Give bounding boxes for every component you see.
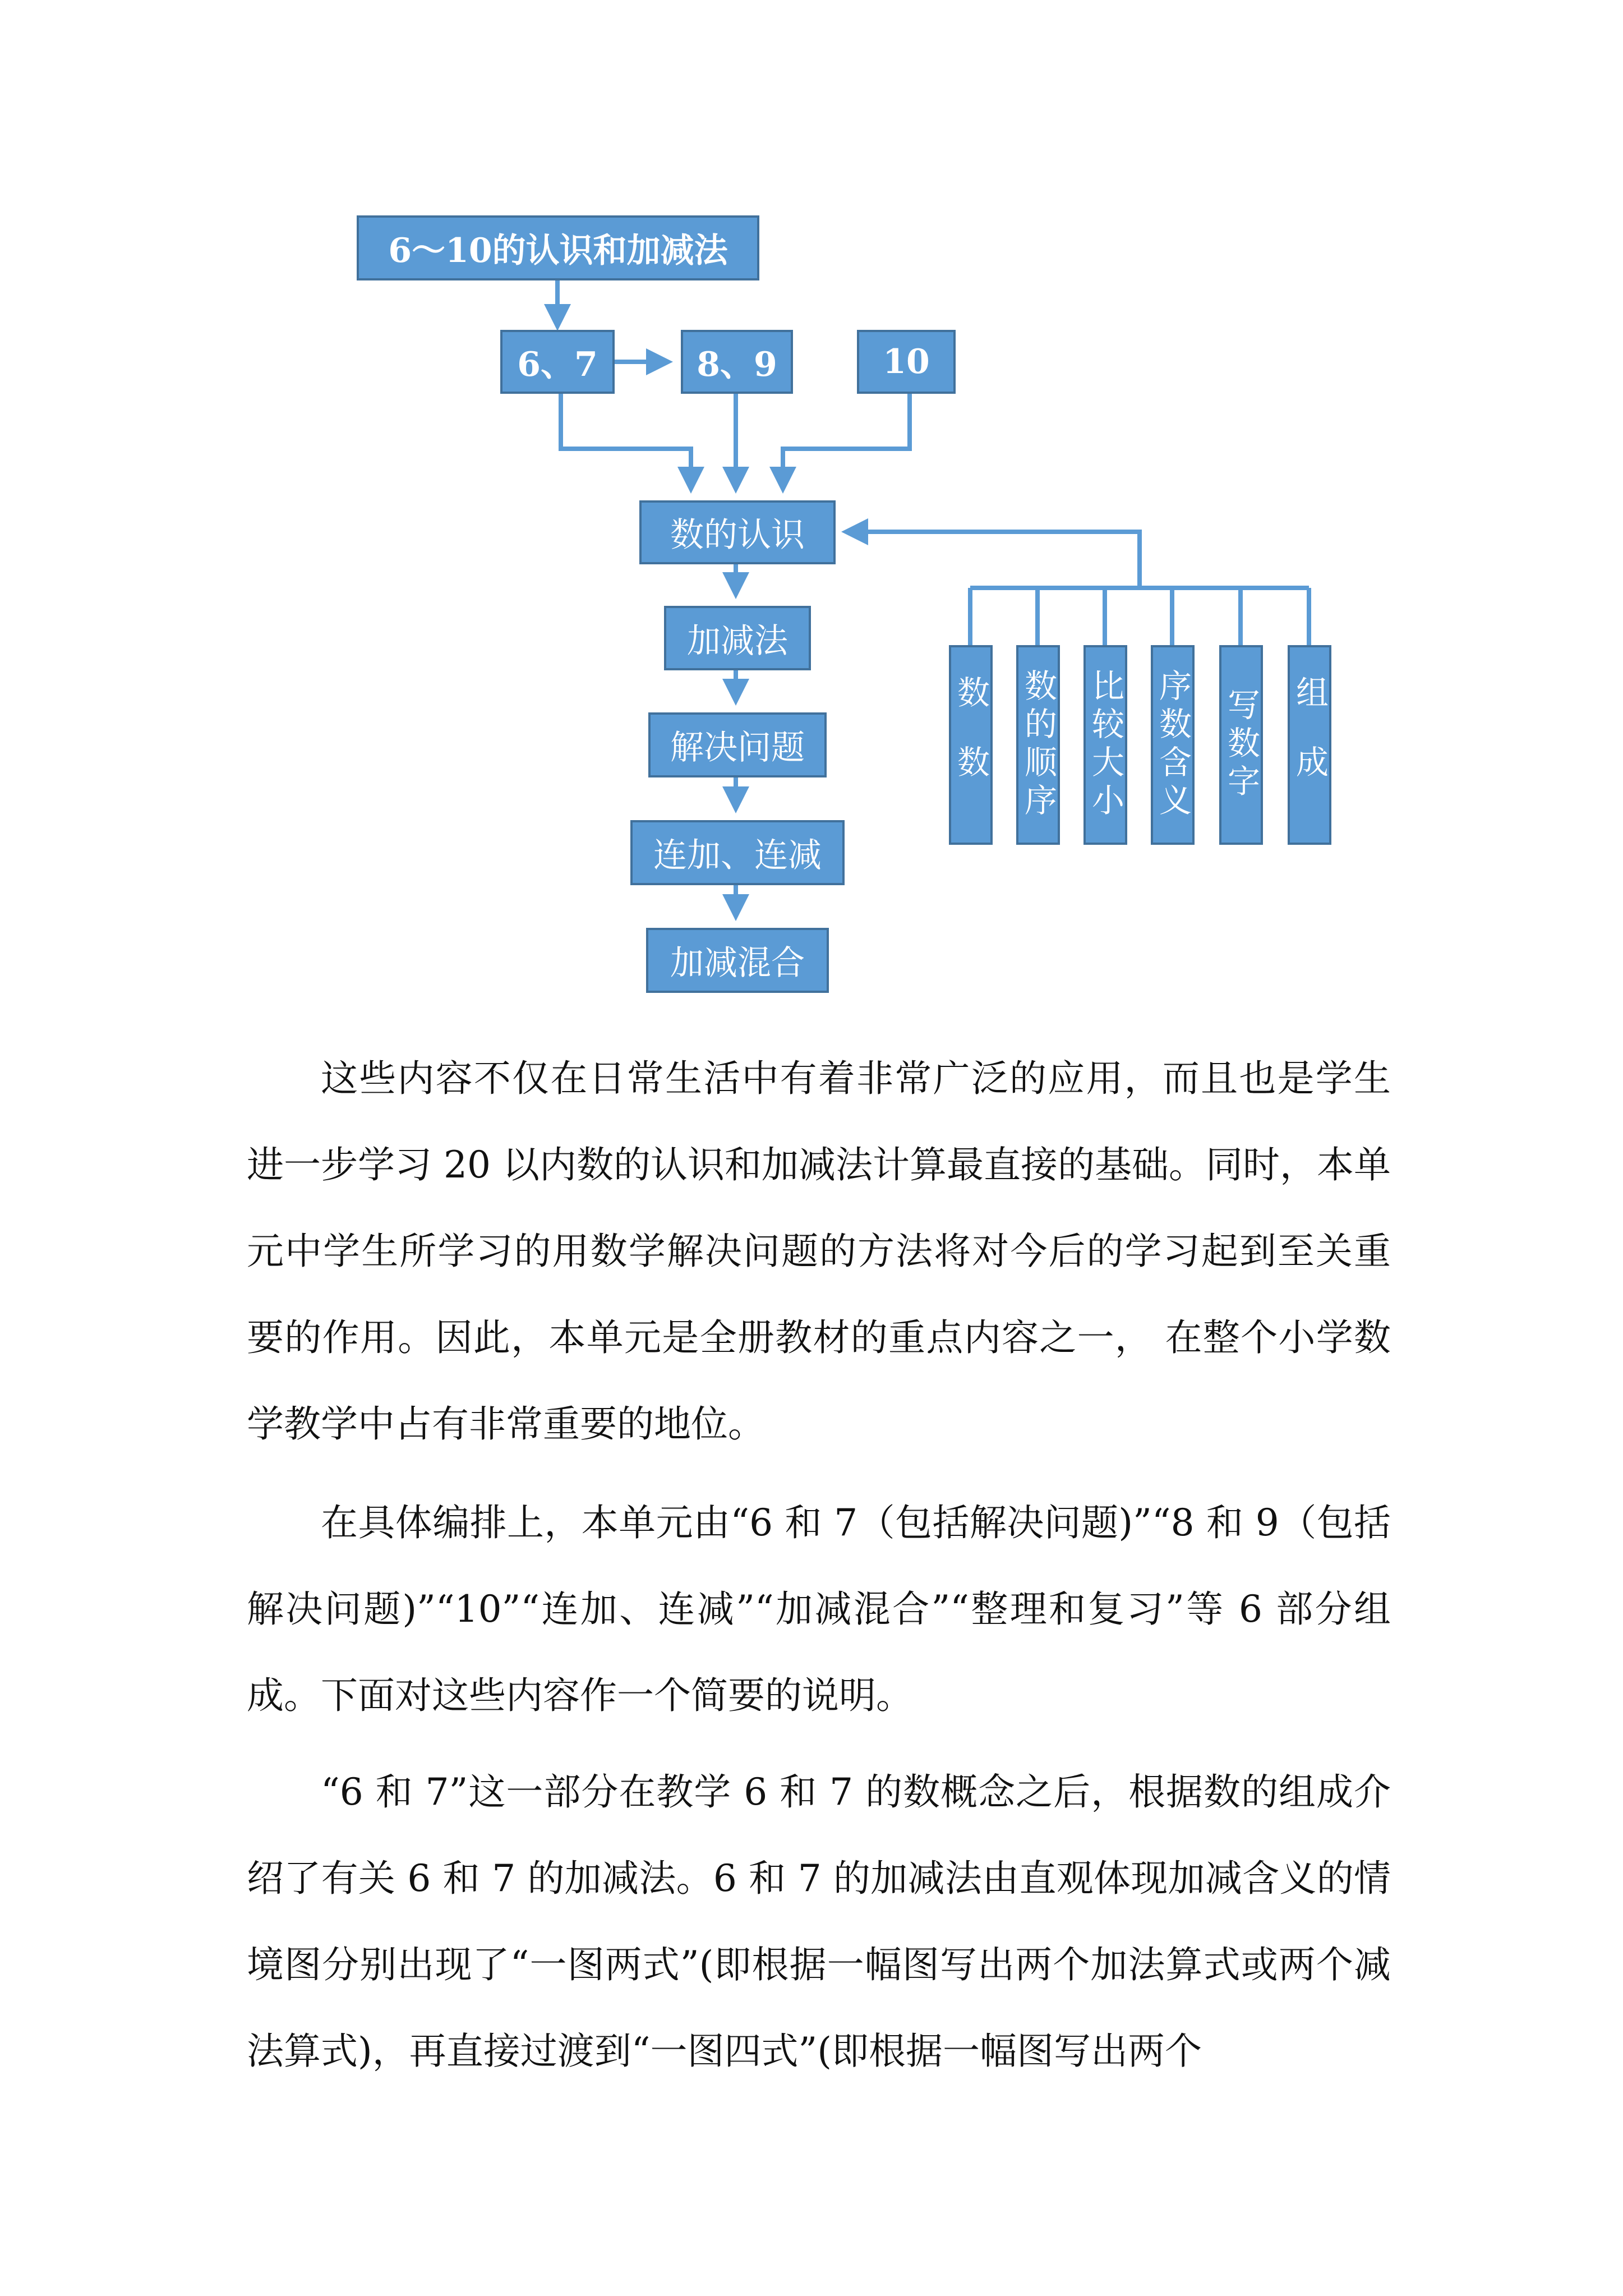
arrow-67-to-center [561,394,691,489]
aspect-box-counting: 数数 [949,645,993,845]
paragraph-2: 在具体编排上，本单元由“6 和 7（包括解决问题)”“8 和 9（包括解决问题)”“10”“连加、连减”“加减混合”“整理和复习”等 6 部分组成。下面对这些内容作一个简要的说明。 [247,1501,1391,1717]
paragraph-1: 这些内容不仅在日常生活中有着非常广泛的应用，而且也是学生进一步学习 20 以内数的认识和加减法计算最直接的基础。同时，本单元中学生所学习的用数学解决问题的方法将对今后的学习起到至关重要的作用。因此，本单元是全册教材的重点内容之一， 在整个小学数学教学中占有非常重要的地位。 [247,1057,1391,1446]
aspect-box-composition: 组成 [1288,645,1331,845]
group-box-10: 10 [857,330,956,394]
arrow-aspects-to-center [846,532,1140,588]
chain-box-4: 加减混合 [646,928,829,993]
arrow-10-to-center [783,394,910,489]
aspect-box-compare: 比较大小 [1083,645,1127,845]
unit-structure-diagram [0,0,1623,1010]
chain-box-3: 连加、连减 [630,820,845,885]
aspect-box-writing: 写数字 [1219,645,1263,845]
group-box-6-7: 6、7 [500,330,615,394]
center-box: 数的认识 [639,500,836,564]
aspect-box-ordinal: 序数含义 [1151,645,1195,845]
aspect-box-order: 数的顺序 [1016,645,1060,845]
root-box: 6～10的认识和加减法 [357,215,759,280]
group-box-8-9: 8、9 [681,330,793,394]
chain-box-2: 解决问题 [648,712,827,777]
chain-box-1: 加减法 [664,606,811,670]
paragraph-3: “6 和 7”这一部分在教学 6 和 7 的数概念之后，根据数的组成介绍了有关 6 和 7 的加减法。6 和 7 的加减法由直观体现加减含义的情境图分别出现了“一图两式”(即根据一幅图写出两个加法算式或两个减法算式)，再直接过渡到“一图四式”(即根据一幅图写出两个 [247,1770,1391,2073]
